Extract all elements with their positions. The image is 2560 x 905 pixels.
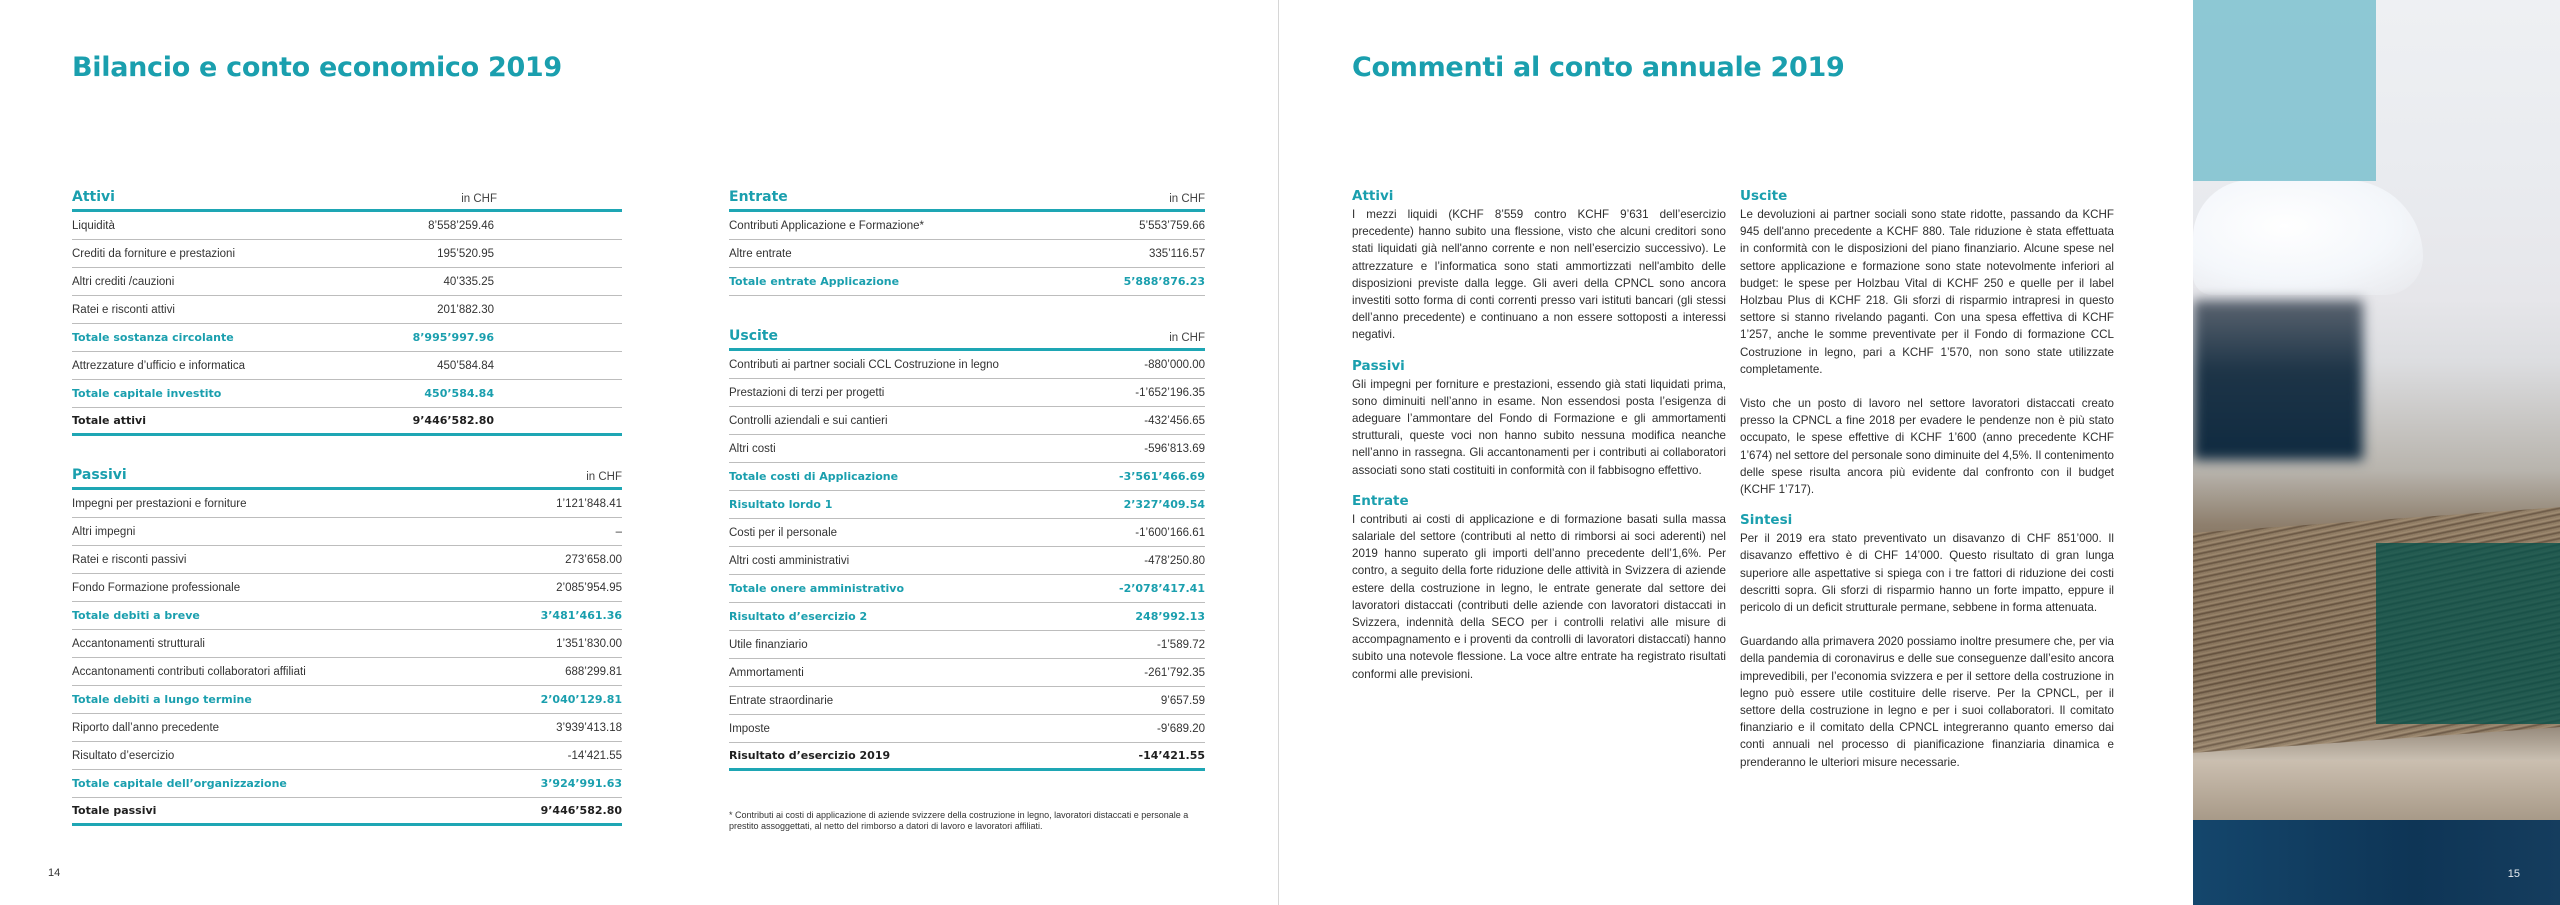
table-row — [72, 212, 622, 240]
comment-section — [1352, 493, 1726, 683]
table-row — [729, 659, 1205, 687]
row-value: 9’446’582.80 — [412, 414, 494, 427]
subtotal-row — [729, 463, 1205, 491]
total-row — [72, 408, 622, 436]
comment-section — [1740, 512, 2114, 771]
row-value: -596’813.69 — [1144, 442, 1205, 455]
table-row — [72, 630, 622, 658]
comments-column-left — [1352, 188, 1726, 697]
row-value: 195’520.95 — [437, 247, 494, 260]
row-label: Impegni per prestazioni e forniture — [72, 497, 247, 510]
row-value: 335’116.57 — [1148, 247, 1205, 260]
row-label: Imposte — [729, 722, 770, 735]
paint-tin-body — [2193, 820, 2560, 905]
row-label: Totale capitale investito — [72, 387, 222, 400]
table-row — [72, 546, 622, 574]
currency-unit: in CHF — [1169, 332, 1205, 344]
row-label: Totale capitale dell’organizzazione — [72, 777, 287, 790]
table-row — [72, 658, 622, 686]
row-label: Totale debiti a lungo termine — [72, 693, 252, 706]
table-title: Attivi — [72, 189, 115, 205]
row-value: 2’040’129.81 — [540, 693, 622, 706]
row-label: Accantonamenti strutturali — [72, 637, 205, 650]
row-label: Costi per il personale — [729, 526, 838, 539]
row-label: Totale passivi — [72, 804, 157, 817]
row-label: Ratei e risconti passivi — [72, 553, 187, 566]
row-value: -261’792.35 — [1144, 666, 1205, 679]
section-paragraph: Guardando alla primavera 2020 possiamo inoltre presumere che, per via della pandemia di coronavirus e delle sue conseguenze dall’esito ancora imprevedibili, per l’economia svizzera e per il settore della costruzione in legno può essere utile costituire delle riserve. Per la CPNCL, per il settore della costruzione in legno e per i suoi collaboratori. Il comitato finanziario e il comitato della CPNCL integreranno quanto emerso dai conti annuali nel processo di pianificazione finanziaria dinamica e prenderanno le ulteriori misure necessarie. — [1740, 635, 2114, 769]
row-value: -14’421.55 — [1138, 749, 1205, 762]
row-label: Attrezzature d’ufficio e informatica — [72, 359, 246, 372]
row-label: Altri costi — [729, 442, 776, 455]
section-heading: Sintesi — [1740, 512, 1793, 529]
uscite-table — [729, 327, 1205, 771]
row-value: -9’689.20 — [1157, 722, 1205, 735]
footnote: * Contributi ai costi di applicazione di aziende svizzere della costruzione in legno, lavoratori distaccati e personale a prestito assoggettati, al netto del rimborso a datori di lavoro e lavoratori affiliati. — [729, 810, 1189, 831]
attivi-table — [72, 188, 622, 436]
row-value: 450’584.84 — [424, 387, 494, 400]
row-label: Ammortamenti — [729, 666, 804, 679]
section-heading: Entrate — [1352, 492, 1409, 509]
page-title: Commenti al conto annuale 2019 — [1352, 52, 1845, 83]
table-row — [729, 715, 1205, 743]
table-row — [72, 714, 622, 742]
row-value: -1’652’196.35 — [1135, 386, 1205, 399]
table-header — [729, 327, 1205, 351]
entrate-table — [729, 188, 1205, 296]
row-value: 450’584.84 — [437, 359, 494, 372]
table-row — [72, 296, 622, 324]
table-header — [72, 188, 622, 212]
row-label: Totale sostanza circolante — [72, 331, 234, 344]
table-row — [729, 547, 1205, 575]
subtotal-row — [729, 268, 1205, 296]
row-value: -432’456.65 — [1144, 414, 1205, 427]
paint-tin-rim — [2193, 760, 2560, 820]
table-row — [729, 407, 1205, 435]
row-label: Altri crediti /cauzioni — [72, 275, 175, 288]
currency-unit: in CHF — [461, 193, 497, 205]
section-paragraph: Le devoluzioni ai partner sociali sono state ridotte, passando da KCHF 945 dell'anno precedente a KCHF 880. Tale riduzione è stata effettuata in conformità con le disposizioni del piano finanziario. Alcune spese nel settore applicazione e formazione sono state notevolmente inferiori al budget: le spese per Holzbau Vital di KCHF 250 e quelle per il label Holzbau Plus di KCHF 218. Gli sforzi di risparmio intrapresi in questo settore si stanno rivelando paganti. Con una spesa effettiva di KCHF 1’257, anche le somme preventivate per il Fondo di formazione CCL Costruzione in legno, pari a KCHF 1’570, non sono state utilizzate completamente. — [1740, 208, 2114, 376]
row-label: Altre entrate — [729, 247, 792, 260]
row-label: Liquidità — [72, 219, 115, 232]
row-label: Ratei e risconti attivi — [72, 303, 175, 316]
teal-overlay-square — [2193, 0, 2376, 181]
table-row — [729, 687, 1205, 715]
row-value: 5’888’876.23 — [1123, 275, 1205, 288]
table-row — [729, 379, 1205, 407]
row-label: Altri costi amministrativi — [729, 554, 850, 567]
row-value: 3’481’461.36 — [540, 609, 622, 622]
currency-unit: in CHF — [1169, 193, 1205, 205]
row-label: Risultato d’esercizio 2 — [729, 610, 868, 623]
row-value: -478’250.80 — [1144, 554, 1205, 567]
row-value: -1’600’166.61 — [1135, 526, 1205, 539]
subtotal-row — [729, 575, 1205, 603]
row-label: Fondo Formazione professionale — [72, 581, 241, 594]
row-label: Entrate straordinarie — [729, 694, 834, 707]
section-paragraph: I contributi ai costi di applicazione e di formazione basati sulla massa salariale del settore (contributi al netto di rimborsi ai soci aderenti) nel 2019 hanno superato gli importi dell’anno precedente dell’1,6%. Per contro, a seguito della forte riduzione delle attività in Svizzera di aziende estere della costruzione in legno, le entrate generate dal settore dei lavoratori distaccati (contributi delle aziende con lavoratori distaccati in Svizzera, indennità della SECO per i controlli relativi alle misure di accompagnamento e i proventi da controlli di lavoratori distaccati) hanno subito una notevole flessione. La voce altre entrate ha registrato risultati conformi alle previsioni. — [1352, 512, 1726, 681]
subtotal-row — [72, 324, 622, 352]
comment-section — [1352, 358, 1726, 479]
total-row — [72, 798, 622, 826]
table-row — [72, 352, 622, 380]
table-row — [729, 240, 1205, 268]
table-row — [729, 212, 1205, 240]
total-row — [729, 743, 1205, 771]
row-value: 5’553’759.66 — [1139, 219, 1205, 232]
section-paragraph: Visto che un posto di lavoro nel settore lavoratori distaccati creato presso la CPNCL a fine 2018 per evadere le pendenze non è più stato occupato, le spese effettive di KCHF 1’600 (anno precedente KCHF 1’674) nel settore del personale sono diminuite del 4,5%. Il contenimento delle spese risulta ancora più evidente dal confronto con il budget (KCHF 1’717). — [1740, 397, 2114, 497]
row-value: 3’939’413.18 — [556, 721, 622, 734]
row-value: 201’882.30 — [437, 303, 494, 316]
subtotal-row — [72, 770, 622, 798]
row-label: Totale debiti a breve — [72, 609, 200, 622]
row-value: -14’421.55 — [567, 749, 622, 762]
row-label: Totale entrate Applicazione — [729, 275, 900, 288]
table-row — [729, 519, 1205, 547]
row-label: Controlli aziendali e sui cantieri — [729, 414, 888, 427]
row-label: Contributi Applicazione e Formazione* — [729, 219, 924, 232]
row-label: Riporto dall’anno precedente — [72, 721, 220, 734]
row-value: 2’085’954.95 — [556, 581, 622, 594]
row-value: 8’558’259.46 — [428, 219, 494, 232]
table-header — [72, 466, 622, 490]
row-value: -1’589.72 — [1157, 638, 1205, 651]
comment-section — [1740, 188, 2114, 498]
row-label: Contributi ai partner sociali CCL Costruzione in legno — [729, 358, 999, 371]
row-value: 8’995’997.96 — [412, 331, 494, 344]
table-row — [72, 742, 622, 770]
row-value: -2’078’417.41 — [1119, 582, 1205, 595]
row-value: 1’121’848.41 — [556, 497, 622, 510]
table-title: Uscite — [729, 328, 778, 344]
table-title: Passivi — [72, 467, 127, 483]
row-value: 273’658.00 — [565, 553, 622, 566]
subtotal-row — [72, 602, 622, 630]
row-value: – — [615, 525, 622, 538]
table-header — [729, 188, 1205, 212]
page-number: 15 — [2507, 868, 2520, 880]
row-value: 2’327’409.54 — [1123, 498, 1205, 511]
photo-shadow — [2193, 300, 2363, 460]
row-value: -880’000.00 — [1144, 358, 1205, 371]
row-value: 9’446’582.80 — [540, 804, 622, 817]
subtotal-row — [729, 491, 1205, 519]
row-value: 40’335.25 — [443, 275, 494, 288]
row-value: 248’992.13 — [1135, 610, 1205, 623]
table-row — [72, 574, 622, 602]
currency-unit: in CHF — [586, 471, 622, 483]
row-value: 9’657.59 — [1160, 694, 1205, 707]
subtotal-row — [729, 603, 1205, 631]
row-label: Accantonamenti contributi collaboratori affiliati — [72, 665, 306, 678]
row-label: Risultato d’esercizio — [72, 749, 175, 762]
section-heading: Attivi — [1352, 188, 1394, 204]
paintbrush-photo — [2193, 0, 2560, 905]
table-row — [729, 351, 1205, 379]
row-label: Crediti da forniture e prestazioni — [72, 247, 235, 260]
page-left — [0, 0, 1272, 905]
subtotal-row — [72, 380, 622, 408]
section-heading: Uscite — [1740, 188, 1788, 204]
row-label: Utile finanziario — [729, 638, 808, 651]
section-paragraph: Per il 2019 era stato preventivato un disavanzo di CHF 851’000. Il disavanzo effettivo è di CHF 14’000. Questo risultato di gran lunga superiore alle aspettative si spiega con i tre fattori di riduzione dei costi descritti sopra. Gli sforzi di risparmio hanno un forte impatto, eppure il pericolo di un deficit strutturale permane, sebbene in forma attenuata. — [1740, 532, 2114, 615]
section-heading: Passivi — [1352, 357, 1405, 374]
table-row — [72, 268, 622, 296]
row-label: Totale onere amministrativo — [729, 582, 905, 595]
row-value: 3’924’991.63 — [540, 777, 622, 790]
table-row — [72, 490, 622, 518]
row-label: Risultato d’esercizio 2019 — [729, 749, 891, 762]
table-row — [72, 518, 622, 546]
row-label: Altri impegni — [72, 525, 136, 538]
table-title: Entrate — [729, 189, 788, 205]
row-value: 688’299.81 — [565, 665, 622, 678]
page-title: Bilancio e conto economico 2019 — [72, 52, 562, 83]
table-row — [729, 435, 1205, 463]
section-paragraph: Gli impegni per forniture e prestazioni, essendo già stati liquidati prima, sono diminuiti nell’anno in esame. Non essendosi posta l’esigenza di adeguare l’ammontare del Fondo di Formazione e gli ammortamenti strutturali, queste voci non hanno subito nessuna modifica neanche nell’anno in rassegna. Gli accantonamenti per i contributi ai collaboratori associati sono stati costituiti in conformità con il fabbisogno effettivo. — [1352, 377, 1726, 477]
comment-section — [1352, 188, 1726, 344]
table-row — [72, 240, 622, 268]
passivi-table — [72, 466, 622, 826]
row-label: Totale attivi — [72, 414, 146, 427]
page-number: 14 — [48, 867, 61, 879]
section-paragraph: I mezzi liquidi (KCHF 8’559 contro KCHF 9’631 dell’esercizio precedente) hanno subito una flessione, visto che alcuni creditori sono stati liquidati già nell'anno corrente e non nell’esercizio successivo). Le attrezzature e l’informatica sono stati ammortizzati nell'ambito delle disposizioni previste dalla legge. Gli averi della CPNCL sono ancora investiti sotto forma di conti correnti presso vari istituti bancari (gli stessi dell’anno precedente) e continuano a non essere sottoposti a interessi negativi. — [1352, 208, 1726, 342]
row-label: Totale costi di Applicazione — [729, 470, 899, 483]
row-value: -3’561’466.69 — [1119, 470, 1205, 483]
comments-column-right — [1740, 188, 2114, 785]
table-row — [729, 631, 1205, 659]
photo-highlight — [2193, 180, 2423, 295]
row-label: Risultato lordo 1 — [729, 498, 833, 511]
row-label: Prestazioni di terzi per progetti — [729, 386, 885, 399]
subtotal-row — [72, 686, 622, 714]
row-value: 1’351’830.00 — [556, 637, 622, 650]
dark-teal-overlay-square — [2376, 543, 2560, 724]
